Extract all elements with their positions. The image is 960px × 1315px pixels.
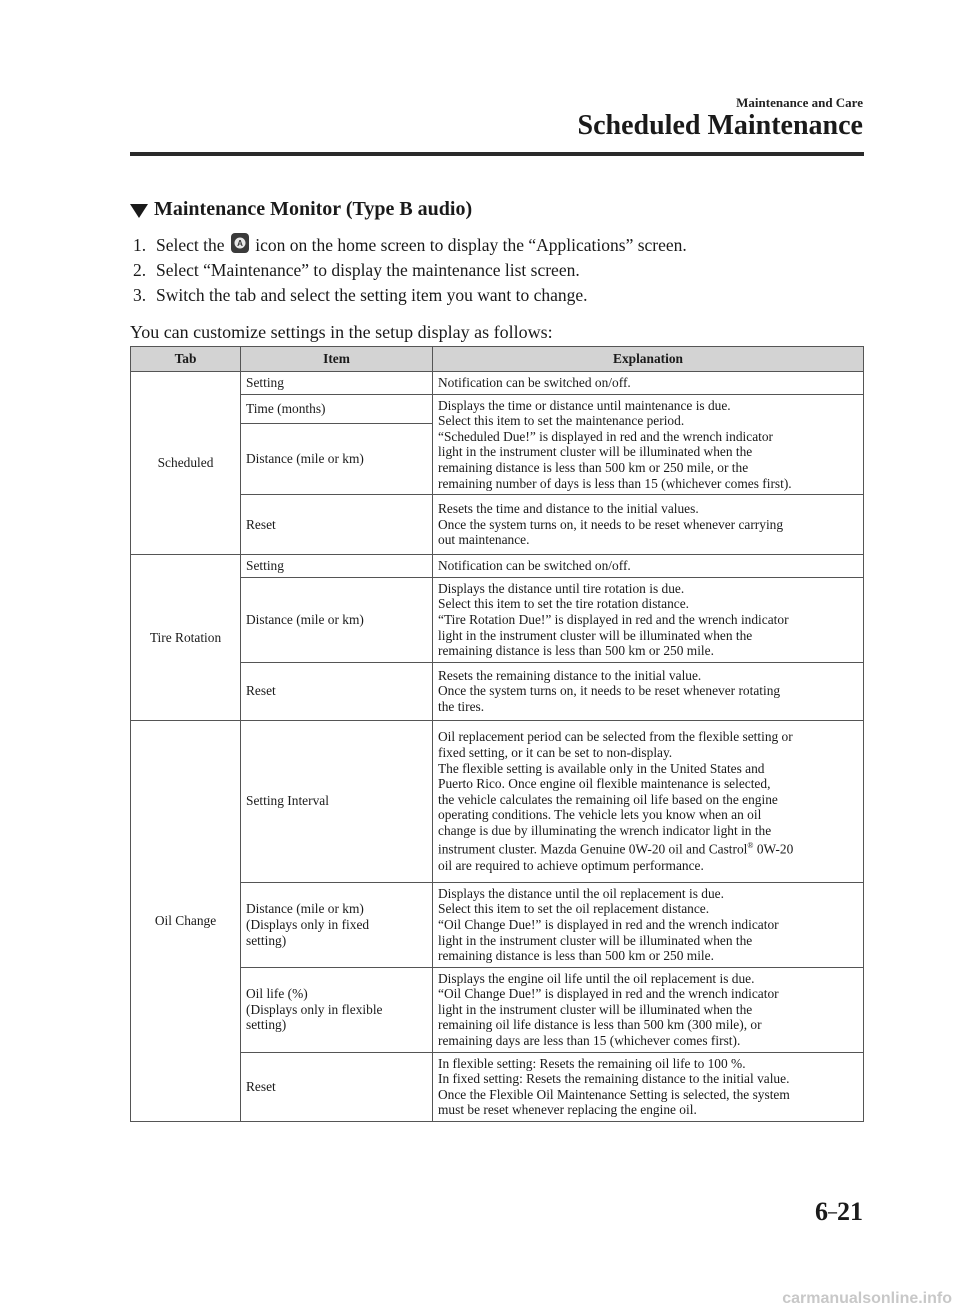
explanation-line: instrument cluster. Mazda Genuine 0W-20 oil and Castrol® 0W-20 — [438, 841, 794, 857]
explanation-line: Once the system turns on, it needs to be reset whenever rotating — [438, 683, 781, 699]
explanation-line: remaining days are less than 15 (whichever comes first). — [438, 1033, 741, 1049]
item-line: Setting Interval — [246, 793, 329, 809]
explanation-line: out maintenance. — [438, 532, 530, 548]
item-line: setting) — [246, 1017, 287, 1033]
table-row — [131, 967, 864, 1052]
tab-cell: Oil Change — [131, 720, 241, 1121]
step-3 — [133, 283, 687, 308]
chapter-number: 6 — [815, 1197, 828, 1226]
item-line: Oil life (%) — [246, 986, 308, 1002]
header-section-label: Maintenance and Care — [736, 95, 863, 110]
explanation-line: Resets the remaining distance to the initial value. — [438, 667, 702, 683]
step-text: Switch the tab and select the setting item you want to change. — [156, 285, 588, 305]
explanation-line: remaining distance is less than 500 km or 250 mile. — [438, 948, 714, 964]
explanation-cell — [433, 967, 864, 1052]
header-divider — [130, 152, 864, 156]
explanation-line: Displays the distance until the oil replacement is due. — [438, 885, 724, 901]
explanation-line: remaining oil life distance is less than 500 km (300 mile), or — [438, 1017, 762, 1033]
explanation-line: light in the instrument cluster will be illuminated when the — [438, 1001, 753, 1017]
item-line: Distance (mile or km) — [246, 611, 364, 627]
explanation-cell — [433, 495, 864, 555]
explanation-line: Select this item to set the tire rotation distance. — [438, 596, 690, 612]
step-number: 3. — [133, 285, 147, 305]
table-header-row — [131, 347, 864, 372]
explanation-line: In fixed setting: Resets the remaining distance to the initial value. — [438, 1071, 790, 1087]
explanation-line: light in the instrument cluster will be illuminated when the — [438, 932, 753, 948]
item-line: Reset — [246, 1079, 276, 1095]
explanation-line: Displays the time or distance until maintenance is due. — [438, 397, 731, 413]
explanation-line: remaining number of days is less than 15 (whichever comes first). — [438, 475, 792, 491]
step-text: icon on the home screen to display the “Applications” screen. — [255, 235, 687, 255]
explanation-cell — [433, 372, 864, 395]
explanation-line: Displays the engine oil life until the oil replacement is due. — [438, 970, 755, 986]
column-header-explanation: Explanation — [433, 347, 864, 372]
explanation-line: operating conditions. The vehicle lets you know when an oil — [438, 807, 762, 823]
column-header-item: Item — [241, 347, 433, 372]
explanation-line: Notification can be switched on/off. — [438, 558, 631, 574]
item-cell — [241, 967, 433, 1052]
explanation-line: light in the instrument cluster will be illuminated when the — [438, 444, 753, 460]
explanation-line: Select this item to set the oil replacement distance. — [438, 901, 710, 917]
explanation-cell — [433, 555, 864, 578]
explanation-line: “Oil Change Due!” is displayed in red and the wrench indicator — [438, 916, 779, 932]
tab-cell: Tire Rotation — [131, 555, 241, 721]
item-cell — [241, 1052, 433, 1121]
explanation-cell — [433, 720, 864, 882]
item-line: (Displays only in flexible — [246, 1001, 383, 1017]
item-line: Setting — [246, 558, 284, 574]
instruction-steps — [133, 233, 687, 308]
explanation-line: oil are required to achieve optimum performance. — [438, 857, 704, 873]
watermark: carmanualsonline.info — [782, 1290, 952, 1307]
explanation-line: the tires. — [438, 699, 485, 715]
settings-table — [130, 346, 864, 1122]
step-1 — [133, 233, 687, 258]
item-line: Setting — [246, 375, 284, 390]
table-row — [131, 394, 864, 423]
explanation-line: Resets the time and distance to the initial values. — [438, 501, 699, 517]
table-row — [131, 372, 864, 395]
section-heading — [130, 198, 472, 221]
explanation-cell — [433, 882, 864, 967]
item-line: Distance (mile or km) — [246, 901, 364, 917]
table-row — [131, 720, 864, 882]
intro-text: You can customize settings in the setup display as follows: — [130, 322, 553, 342]
explanation-cell — [433, 662, 864, 720]
triangle-bullet-icon — [130, 204, 148, 218]
column-header-tab: Tab — [131, 347, 241, 372]
table-row — [131, 882, 864, 967]
explanation-line: “Tire Rotation Due!” is displayed in red and the wrench indicator — [438, 611, 789, 627]
item-cell — [241, 720, 433, 882]
item-cell — [241, 423, 433, 495]
item-cell — [241, 372, 433, 395]
table-row — [131, 662, 864, 720]
item-cell — [241, 495, 433, 555]
page-number-separator: – — [828, 1201, 837, 1221]
item-line: Reset — [246, 516, 276, 532]
page-number-value: 21 — [837, 1197, 863, 1226]
step-number: 2. — [133, 260, 147, 280]
item-cell — [241, 882, 433, 967]
page-title: Scheduled Maintenance — [577, 110, 863, 141]
explanation-line: change is due by illuminating the wrench indicator light in the — [438, 822, 772, 838]
explanation-line: The flexible setting is available only in the United States and — [438, 760, 765, 776]
explanation-line: must be reset whenever replacing the engine oil. — [438, 1102, 697, 1118]
page-number — [815, 1197, 863, 1227]
explanation-line: light in the instrument cluster will be illuminated when the — [438, 627, 753, 643]
step-number: 1. — [133, 235, 147, 255]
table-row — [131, 555, 864, 578]
explanation-line: Notification can be switched on/off. — [438, 375, 631, 390]
explanation-line: remaining distance is less than 500 km or 250 mile. — [438, 643, 714, 659]
explanation-line: In flexible setting: Resets the remaining oil life to 100 %. — [438, 1055, 746, 1071]
section-heading-text: Maintenance Monitor (Type B audio) — [154, 198, 473, 220]
explanation-line: remaining distance is less than 500 km or 250 mile, or the — [438, 459, 749, 475]
item-cell — [241, 577, 433, 662]
item-line: Reset — [246, 683, 276, 699]
item-line: Time (months) — [246, 400, 326, 416]
explanation-line: Displays the distance until tire rotation is due. — [438, 580, 685, 596]
item-line: Distance (mile or km) — [246, 451, 364, 467]
item-cell — [241, 555, 433, 578]
explanation-line: Puerto Rico. Once engine oil flexible maintenance is selected, — [438, 776, 771, 792]
step-text: Select the — [156, 235, 225, 255]
item-line: setting) — [246, 932, 287, 948]
applications-icon — [231, 233, 249, 253]
explanation-cell — [433, 1052, 864, 1121]
explanation-line: fixed setting, or it can be set to non-display. — [438, 744, 673, 760]
table-row — [131, 1052, 864, 1121]
explanation-line: Select this item to set the maintenance period. — [438, 413, 685, 429]
explanation-line: Once the system turns on, it needs to be reset whenever carrying — [438, 516, 784, 532]
step-2 — [133, 258, 687, 283]
explanation-line: the vehicle calculates the remaining oil life based on the engine — [438, 791, 778, 807]
explanation-cell — [433, 577, 864, 662]
table-row — [131, 495, 864, 555]
explanation-cell — [433, 394, 864, 495]
explanation-line: “Oil Change Due!” is displayed in red and the wrench indicator — [438, 986, 779, 1002]
explanation-line: Oil replacement period can be selected from the flexible setting or — [438, 729, 793, 745]
step-text: Select “Maintenance” to display the maintenance list screen. — [156, 260, 580, 280]
explanation-line: Once the Flexible Oil Maintenance Setting is selected, the system — [438, 1086, 790, 1102]
explanation-line: “Scheduled Due!” is displayed in red and the wrench indicator — [438, 428, 774, 444]
table-row — [131, 577, 864, 662]
item-cell — [241, 662, 433, 720]
item-line: (Displays only in fixed — [246, 916, 370, 932]
item-cell — [241, 394, 433, 423]
tab-cell: Scheduled — [131, 372, 241, 555]
svg-text:A: A — [237, 239, 243, 248]
